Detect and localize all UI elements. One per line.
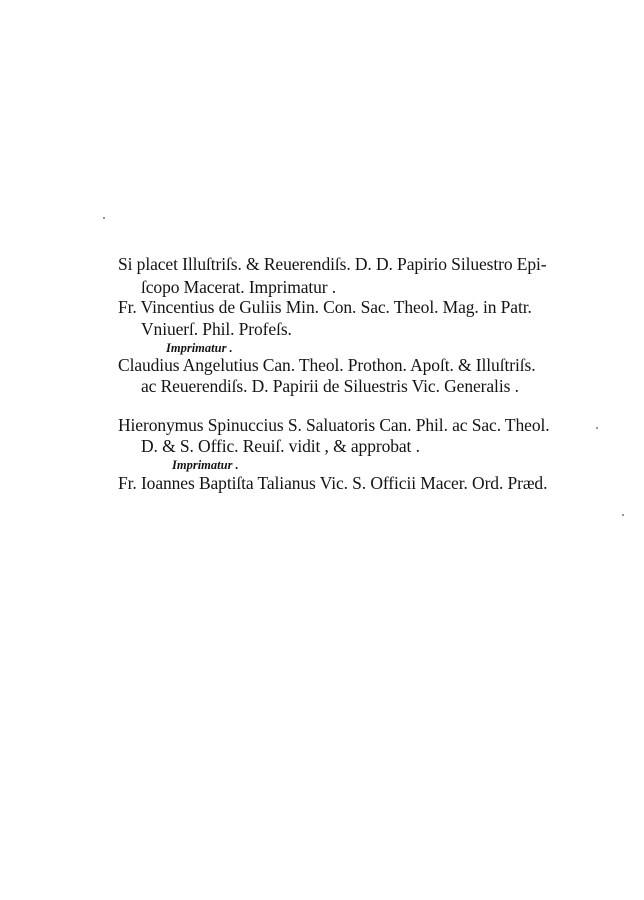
vicar-general-line: Claudius Angelutius Can. Theol. Prothon. Apoſt. & Illuſtriſs.: [118, 355, 536, 375]
inquisitor-vicar-line: Fr. Ioannes Baptiſta Talianus Vic. S. Officii Macer. Ord. Præd.: [118, 473, 548, 493]
imprimatur-label: Imprimatur .: [166, 341, 233, 355]
approval-line-continuation: ſcopo Macerat. Imprimatur .: [141, 277, 337, 297]
imprimatur-label: Imprimatur .: [172, 458, 239, 472]
censor-line: Fr. Vincentius de Guliis Min. Con. Sac. Theol. Mag. in Patr.: [118, 297, 532, 317]
vicar-general-line-continuation: ac Reuerendiſs. D. Papirii de Siluestris Vic. Generalis .: [141, 376, 519, 396]
inquisition-reviewer-line-continuation: D. & S. Offic. Reuiſ. vidit , & approbat .: [141, 436, 420, 456]
censor-line-continuation: Vniuerſ. Phil. Profeſs.: [141, 319, 292, 339]
scan-speck: [622, 514, 624, 516]
inquisition-reviewer-line: Hieronymus Spinuccius S. Saluatoris Can. Phil. ac Sac. Theol.: [118, 415, 550, 435]
scan-speck: [103, 217, 105, 219]
approval-line: Si placet Illuſtriſs. & Reuerendiſs. D. D. Papirio Siluestro Epi-: [118, 254, 547, 274]
